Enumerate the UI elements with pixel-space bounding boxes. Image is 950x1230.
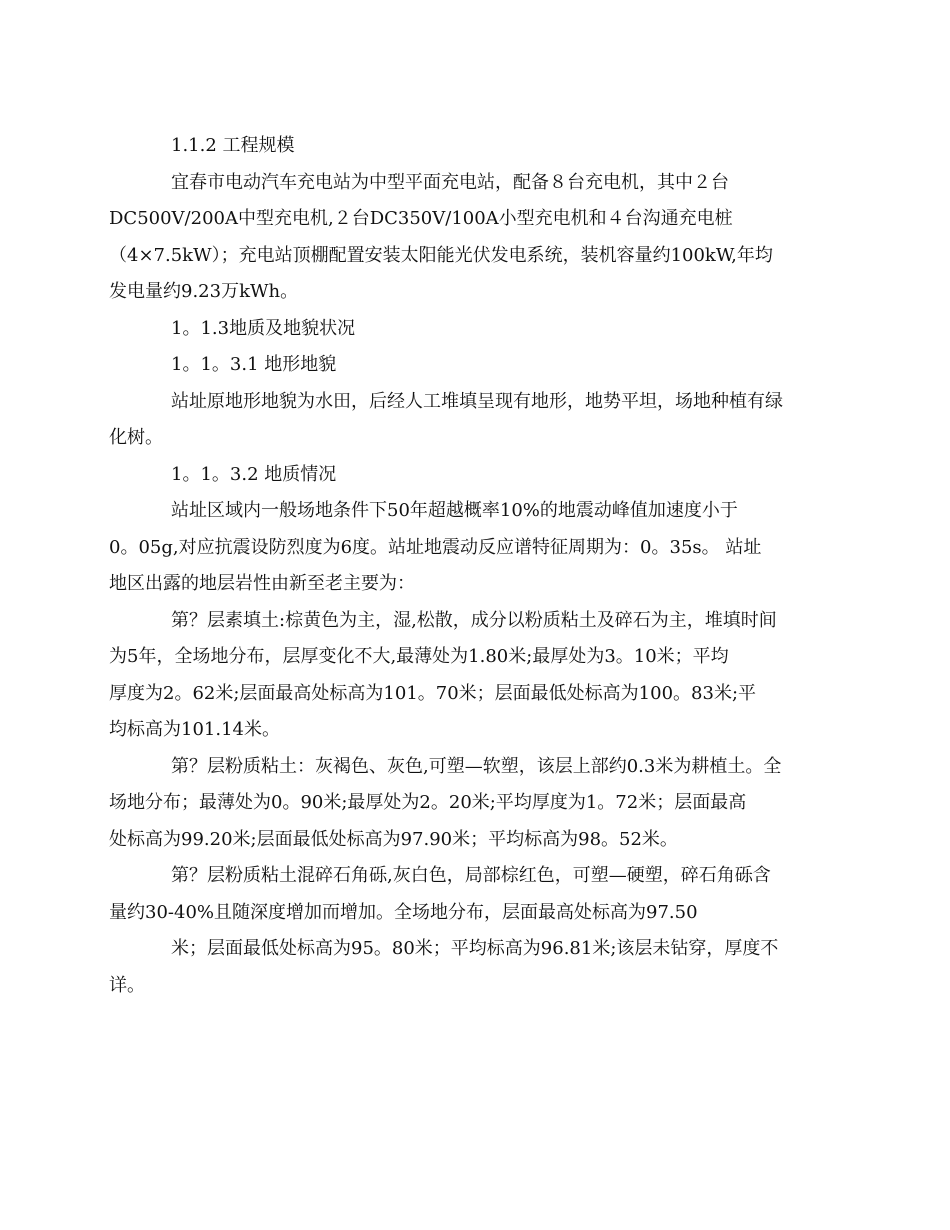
text-line: 地区出露的地层岩性由新至老主要为： (109, 573, 415, 594)
text-line: 发电量约9.23万kWh。 (109, 281, 299, 302)
text-line: 1.1.2 工程规模 (171, 135, 295, 156)
text-line: 第？层粉质粘土混碎石角砾,灰白色，局部棕红色，可塑—硬塑，碎石角砾含 (171, 865, 771, 886)
text-line: 为5年，全场地分布，层厚变化不大,最薄处为1.80米;最厚处为3。10米；平均 (109, 646, 729, 667)
paragraph-geology (109, 493, 812, 603)
text-line: 米；层面最低处标高为95。80米；平均标高为96.81米;该层未钻穿，厚度不 (171, 938, 779, 959)
text-line: 站址区域内一般场地条件下50年超越概率10%的地震动峰值加速度小于 (171, 500, 738, 521)
document-body (109, 128, 812, 1004)
section-heading-1-1-2 (140, 128, 812, 165)
text-line: DC500V/200A中型充电机,２台DC350V/100A小型充电机和４台沟通充电桩 (109, 208, 733, 229)
text-line: 站址原地形地貌为水田，后经人工堆填呈现有地形，地势平坦，场地种植有绿 (171, 390, 783, 412)
text-line: 宜春市电动汽车充电站为中型平面充电站，配备８台充电机，其中２台 (171, 171, 729, 193)
text-line: 处标高为99.20米;层面最低处标高为97.90米；平均标高为98。52米。 (109, 828, 678, 850)
paragraph-layer-1 (109, 603, 812, 749)
section-heading-1-1-3-1 (140, 347, 812, 384)
text-line: 第？层素填土:棕黄色为主，湿,松散，成分以粉质粘土及碎石为主，堆填时间 (171, 609, 777, 631)
text-line: （4×7.5kW）；充电站顶棚配置安装太阳能光伏发电系统，装机容量约100kW,年均 (109, 244, 773, 266)
text-line: 1。1。3.2 地质情况 (171, 463, 337, 485)
text-line: 化树。 (109, 427, 163, 448)
text-line: 详。 (109, 974, 145, 996)
paragraph-layer-2 (109, 749, 812, 859)
text-line: 1。1。3.1 地形地貌 (171, 354, 337, 375)
text-line: 量约30-40%且随深度增加而增加。全场地分布，层面最高处标高为97.50 (109, 901, 698, 923)
text-line: 场地分布；最薄处为0。90米;最厚处为2。20米;平均厚度为1。72米；层面最高 (109, 792, 747, 813)
section-heading-1-1-3-2 (140, 457, 812, 494)
text-line: 0。05g,对应抗震设防烈度为6度。站址地震动反应谱特征周期为：0。35s。 站址 (109, 536, 762, 558)
text-line: 1。1.3地质及地貌状况 (171, 317, 356, 339)
paragraph-layer-3 (109, 858, 812, 1004)
section-heading-1-1-3 (140, 311, 812, 348)
text-line: 均标高为101.14米。 (109, 719, 280, 740)
paragraph-project-scale (109, 165, 812, 311)
paragraph-terrain (109, 384, 812, 457)
text-line: 厚度为2。62米;层面最高处标高为101。70米；层面最低处标高为100。83米;平 (109, 682, 757, 704)
text-line: 第？层粉质粘土：灰褐色、灰色,可塑—软塑，该层上部约0.3米为耕植土。全 (171, 755, 782, 777)
